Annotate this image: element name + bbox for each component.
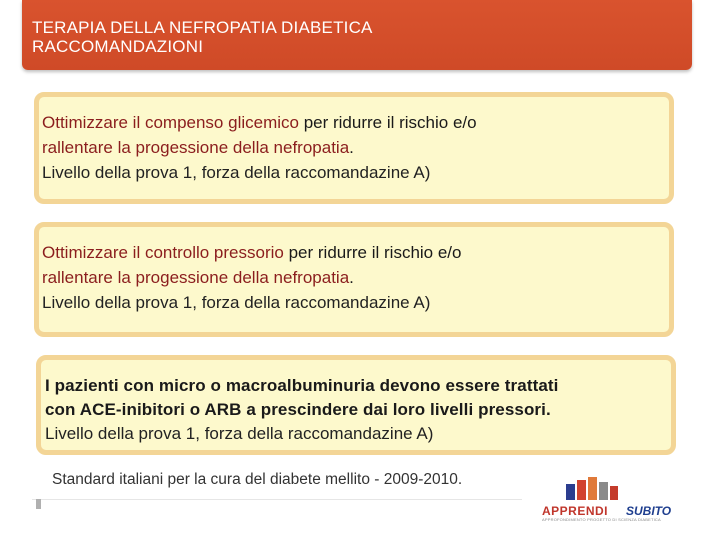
card-3-evidence: Livello della prova 1, forza della raccomandazine A): [45, 424, 434, 443]
card-1-period: .: [349, 138, 354, 157]
card-1-highlight: Ottimizzare il compenso glicemico: [42, 113, 299, 132]
card-3-line-2: con ACE-inibitori o ARB a prescindere dai loro livelli pressori.: [45, 400, 551, 419]
footer-marker: [36, 499, 41, 509]
card-2-line-1: [42, 240, 661, 265]
slide-title-line-2: RACCOMANDAZIONI: [32, 37, 204, 56]
subito-logo-text: SUBITO: [626, 504, 672, 518]
card-2-rest: per ridurre il rischio e/o: [283, 243, 462, 262]
card-2-highlight: Ottimizzare il controllo pressorio: [42, 243, 284, 262]
source-citation: Standard italiani per la cura del diabete mellito - 2009-2010.: [52, 471, 463, 488]
card-1-line-2: [42, 135, 661, 160]
footer-divider: [32, 499, 522, 500]
slide-title: [32, 18, 373, 56]
logos: [540, 474, 700, 524]
card-3-line-1: I pazienti con micro o macroalbuminuria devono essere trattati: [45, 376, 559, 395]
recommendation-card-1: [34, 92, 674, 204]
card-2-line-2-text: rallentare la progessione della nefropatia: [42, 268, 350, 287]
card-2-evidence: Livello della prova 1, forza della raccomandazine A): [42, 293, 431, 312]
recommendation-card-3: [36, 355, 676, 455]
card-1-evidence: Livello della prova 1, forza della raccomandazine A): [42, 163, 431, 182]
card-1-rest: per ridurre il rischio e/o: [298, 113, 477, 132]
card-1-line-1: [42, 110, 661, 135]
apprendi-logo-icon: [564, 474, 620, 502]
apprendi-logo-tagline: APPROFONDIMENTO PROGETTO DI SCIENZA DIABETICA: [542, 517, 661, 522]
slide-header: [22, 0, 692, 70]
apprendi-logo-text: APPRENDI: [542, 504, 609, 518]
card-2-line-2: [42, 265, 661, 290]
recommendation-card-2: [34, 222, 674, 337]
slide-title-line-1: TERAPIA DELLA NEFROPATIA DIABETICA: [32, 18, 373, 37]
card-1-line-2-text: rallentare la progessione della nefropatia: [42, 138, 350, 157]
card-2-period: .: [349, 268, 354, 287]
